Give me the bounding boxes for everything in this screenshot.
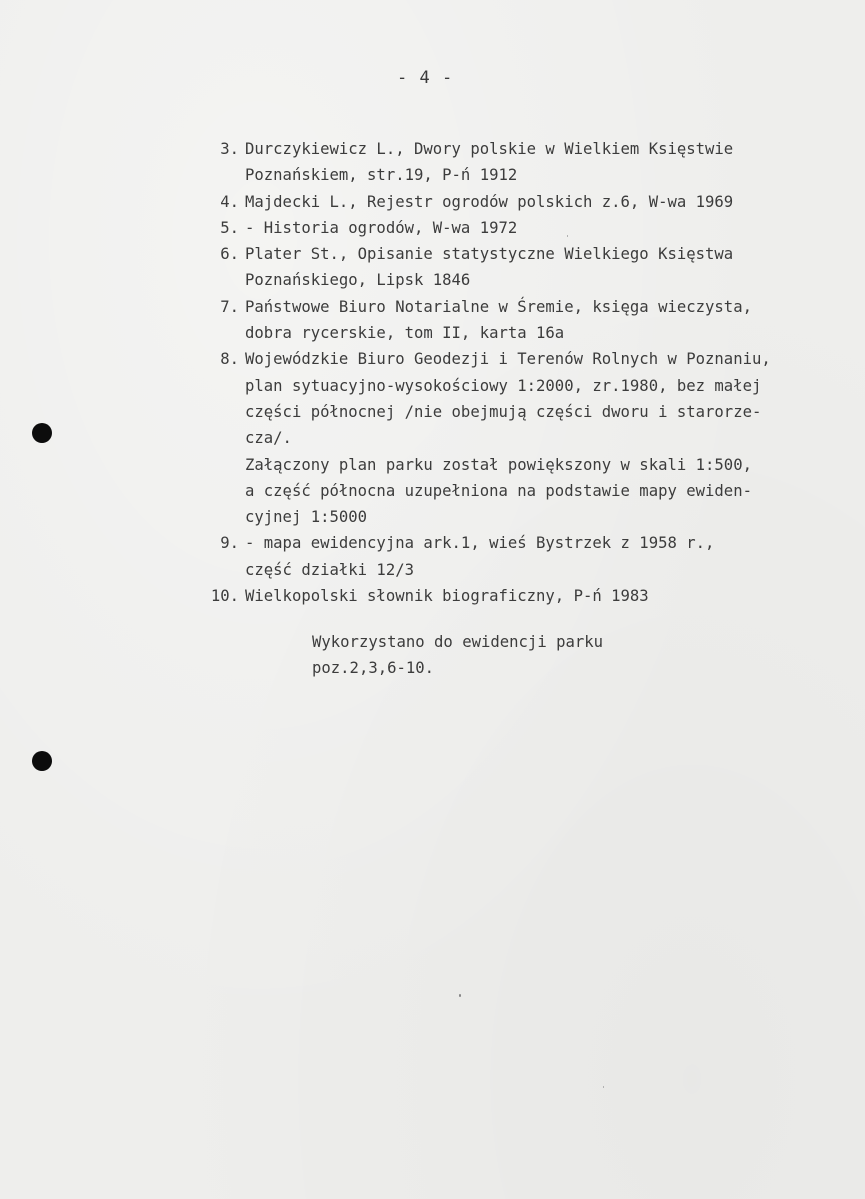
punch-hole [32,423,52,443]
reference-text-line: części północnej /nie obejmują części dworu i starorze- [245,402,762,421]
reference-text-line: cyjnej 1:5000 [245,508,368,527]
reference-item [195,241,845,294]
reference-number: 9. [220,534,239,553]
reference-text-line: - mapa ewidencyjna ark.1, wieś Bystrzek z 1958 r., [245,534,715,553]
reference-number: 10. [210,587,239,606]
reference-number: 8. [220,350,239,369]
paper-speck [459,994,461,997]
reference-text-line: Poznańskiem, str.19, P-ń 1912 [245,166,518,185]
reference-item [195,294,845,347]
usage-note [312,629,603,682]
reference-text-line: Poznańskiego, Lipsk 1846 [245,271,471,290]
reference-item [195,583,845,609]
reference-text-line: cza/. [245,429,292,448]
paper-speck [567,235,568,237]
reference-text-line: dobra rycerskie, tom II, karta 16a [245,324,565,343]
punch-hole [32,751,52,771]
reference-text-line: a część północna uzupełniona na podstawie mapy ewiden- [245,481,752,500]
reference-item [195,346,845,530]
reference-text-line: część działki 12/3 [245,560,414,579]
paper-speck [603,1086,604,1088]
reference-number: 3. [220,140,239,158]
reference-text-line: - Historia ogrodów, W-wa 1972 [245,218,518,237]
reference-text-line: Majdecki L., Rejestr ogrodów polskich z.6, W-wa 1969 [245,192,734,211]
usage-note-line: poz.2,3,6-10. [312,659,435,678]
reference-list [195,136,845,609]
reference-text-line: plan sytuacyjno-wysokościowy 1:2000, zr.1980, bez małej [245,376,762,395]
reference-number: 6. [220,245,239,264]
reference-item [195,136,845,189]
reference-number: 5. [220,218,239,237]
reference-text-line: Wielkopolski słownik biograficzny, P-ń 1983 [245,587,649,606]
reference-text-line: Wojewódzkie Biuro Geodezji i Terenów Rolnych w Poznaniu, [245,350,771,369]
reference-text-line: Durczykiewicz L., Dwory polskie w Wielkiem Księstwie [245,140,734,158]
reference-item [195,215,845,241]
reference-text-line: Plater St., Opisanie statystyczne Wielkiego Księstwa [245,245,734,264]
reference-number: 4. [220,192,239,211]
reference-number: 7. [220,297,239,316]
reference-text-line: Państwowe Biuro Notarialne w Śremie, księga wieczysta, [245,297,752,316]
reference-text-line: Załączony plan parku został powiększony w skali 1:500, [245,455,752,474]
usage-note-line: Wykorzystano do ewidencji parku [312,633,604,651]
page-number: - 4 - [397,68,454,88]
reference-item [195,530,845,583]
reference-item [195,189,845,215]
